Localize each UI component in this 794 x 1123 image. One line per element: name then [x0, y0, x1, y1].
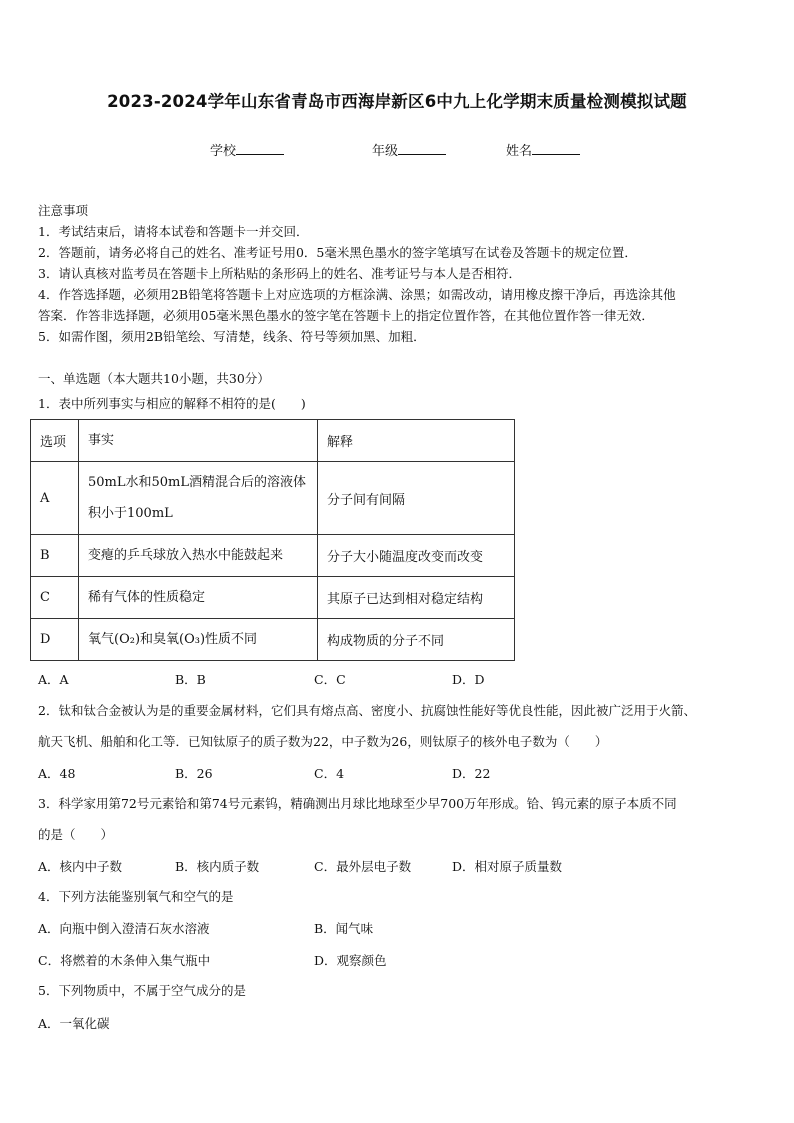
question-2-option-c: C．4 — [314, 766, 345, 781]
question-1-option-a: A．A — [38, 672, 69, 687]
question-3-option-c: C．最外层电子数 — [314, 859, 412, 874]
table-cell: 氧气(O₂)和臭氧(O₃)性质不同 — [79, 619, 318, 661]
table-cell: D — [31, 619, 79, 661]
question-1-option-c: C．C — [314, 672, 346, 687]
question-4-option-a: A．向瓶中倒入澄清石灰水溶液 — [38, 921, 210, 936]
question-3-option-b: B．核内质子数 — [175, 859, 260, 874]
question-2-option-d: D．22 — [452, 766, 491, 781]
section-heading: 一、单选题（本大题共10小题，共30分） — [38, 371, 270, 386]
table-cell: C — [31, 577, 79, 619]
notice-heading: 注意事项 — [38, 203, 89, 218]
question-2-stem: 航天飞机、船舶和化工等．已知钛原子的质子数为22，中子数为26，则钛原子的核外电子数为（ ） — [38, 734, 608, 749]
question-3-stem: 3．科学家用第72号元素铪和第74号元素钨，精确测出月球比地球至少早700万年形成。铪、钨元素的原子本质不同 — [38, 796, 677, 811]
question-3-stem: 的是（ ） — [38, 827, 114, 842]
table-header-cell: 解释 — [318, 420, 515, 462]
table-row — [31, 619, 515, 661]
table-cell: A — [31, 462, 79, 535]
notice-item: 答案．作答非选择题，必须用05毫米黑色墨水的签字笔在答题卡上的指定位置作答，在其他位置作答一律无效． — [38, 308, 654, 323]
name-label: 姓名 — [506, 144, 533, 159]
school-blank — [236, 142, 284, 155]
table-header-row — [31, 420, 515, 462]
table-header-cell: 选项 — [31, 420, 79, 462]
grade-blank — [398, 142, 446, 155]
school-field — [210, 140, 284, 159]
question-2-option-a: A．48 — [38, 766, 76, 781]
grade-label: 年级 — [372, 144, 399, 159]
question-3-option-d: D．相对原子质量数 — [452, 859, 563, 874]
question-4-option-c: C．将燃着的木条伸入集气瓶中 — [38, 953, 211, 968]
question-4-option-b: B．闻气味 — [314, 921, 374, 936]
grade-field — [372, 140, 446, 159]
question-2-stem: 2．钛和钛合金被认为是的重要金属材料，它们具有熔点高、密度小、抗腐蚀性能好等优良性能，因此被广泛用于火箭、 — [38, 703, 696, 718]
question-3-option-a: A．核内中子数 — [38, 859, 123, 874]
school-label: 学校 — [210, 144, 237, 159]
question-1-stem: 1．表中所列事实与相应的解释不相符的是( ) — [38, 396, 306, 411]
table-cell: 变瘪的乒乓球放入热水中能鼓起来 — [79, 535, 318, 577]
notice-item: 4．作答选择题，必须用2B铅笔将答题卡上对应选项的方框涂满、涂黑；如需改动，请用橡皮擦干净后，再选涂其他 — [38, 287, 676, 302]
table-row — [31, 462, 515, 535]
table-cell: B — [31, 535, 79, 577]
table-cell: 构成物质的分子不同 — [318, 619, 515, 661]
exam-title: 2023-2024学年山东省青岛市西海岸新区6中九上化学期末质量检测模拟试题 — [107, 92, 687, 111]
question-1-table — [30, 419, 515, 661]
question-1-option-d: D．D — [452, 672, 485, 687]
notice-item: 3．请认真核对监考员在答题卡上所粘贴的条形码上的姓名、准考证号与本人是否相符． — [38, 266, 521, 281]
table-header-cell: 事实 — [79, 420, 318, 462]
table-cell: 其原子已达到相对稳定结构 — [318, 577, 515, 619]
table-row — [31, 577, 515, 619]
question-2-option-b: B．26 — [175, 766, 213, 781]
notice-item: 2．答题前，请务必将自己的姓名、准考证号用0．5毫米黑色墨水的签字笔填写在试卷及答题卡的规定位置． — [38, 245, 637, 260]
question-5-stem: 5．下列物质中，不属于空气成分的是 — [38, 983, 246, 998]
table-cell: 分子大小随温度改变而改变 — [318, 535, 515, 577]
table-row — [31, 535, 515, 577]
question-4-option-d: D．观察颜色 — [314, 953, 387, 968]
table-cell: 稀有气体的性质稳定 — [79, 577, 318, 619]
name-field — [506, 140, 580, 159]
notice-item: 5．如需作图，须用2B铅笔绘、写清楚，线条、符号等须加黑、加粗． — [38, 329, 426, 344]
name-blank — [532, 142, 580, 155]
table-cell: 50mL水和50mL酒精混合后的溶液体积小于100mL — [79, 462, 318, 535]
notice-item: 1．考试结束后，请将本试卷和答题卡一并交回． — [38, 224, 309, 239]
table-cell: 分子间有间隔 — [318, 462, 515, 535]
question-4-stem: 4．下列方法能鉴别氧气和空气的是 — [38, 889, 234, 904]
question-5-option-a: A．一氧化碳 — [38, 1016, 110, 1031]
question-1-option-b: B．B — [175, 672, 206, 687]
